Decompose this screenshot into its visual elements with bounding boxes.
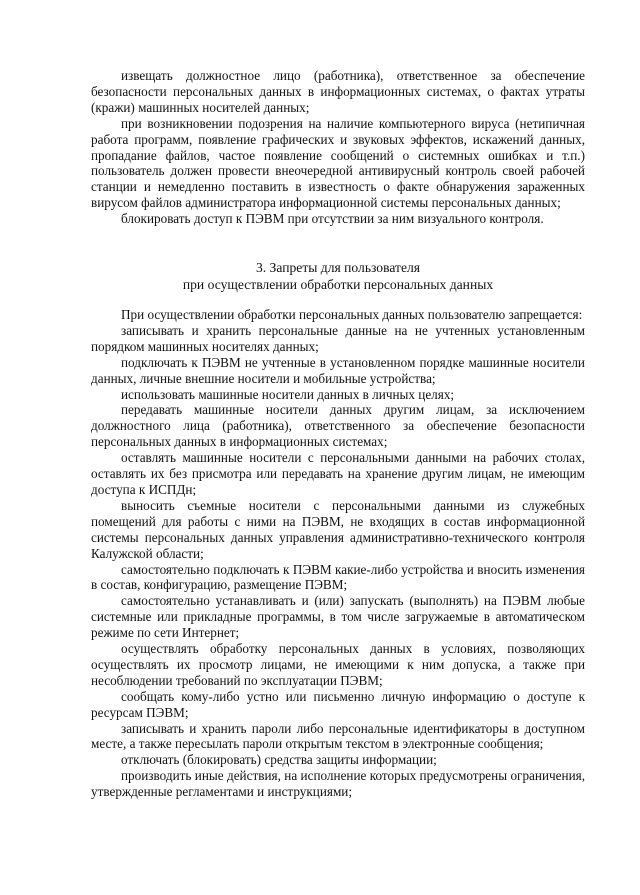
list-item: выносить съемные носители с персональными данными из служебных помещений для работы с ними на ПЭВМ, не входящих в состав информационной системы персональных данных управления административно-технического контроля Калужской области; — [91, 497, 585, 561]
text-block-top — [91, 68, 585, 227]
list-item: производить иные действия, на исполнение которых предусмотрены ограничения, утвержденные регламентами и инструкциями; — [91, 768, 585, 800]
list-item: передавать машинные носители данных другим лицам, за исключением должностного лица (работника), ответственного за обеспечение безопасности персональных данных в информационных системах; — [91, 402, 585, 450]
list-item: записывать и хранить персональные данные на не учтенных установленным порядком машинных носителях данных; — [91, 322, 585, 354]
list-item: осуществлять обработку персональных данных в условиях, позволяющих осуществлять их просмотр лицами, не имеющими к ним допуска, а также при несоблюдении требований по эксплуатации ПЭВМ; — [91, 641, 585, 688]
section-heading-line1: 3. Запреты для пользователя — [255, 260, 421, 275]
section-heading-line2: при осуществлении обработки персональных данных — [182, 276, 494, 292]
list-item: самостоятельно подключать к ПЭВМ какие-либо устройства и вносить изменения в состав, конфигурацию, размещение ПЭВМ; — [91, 561, 585, 593]
list-item: отключать (блокировать) средства защиты информации; — [121, 752, 437, 768]
list-item: подключать к ПЭВМ не учтенные в установленном порядке машинные носители данных, личные внешние носители и мобильные устройства; — [91, 354, 585, 386]
section-heading — [91, 260, 585, 293]
paragraph-intro: При осуществлении обработки персональных данных пользователю запрещается: — [121, 307, 583, 322]
list-item: оставлять машинные носители с персональными данными на рабочих столах, оставлять их без присмотра или передавать на хранение другим лицам, не имеющим доступа к ИСПДн; — [91, 450, 585, 497]
list-item: использовать машинные носители данных в личных целях; — [121, 386, 455, 402]
list-item: записывать и хранить пароли либо персональные идентификаторы в доступном месте, а также пересылать пароли открытым текстом в электронные сообщения; — [91, 720, 585, 752]
list-item: самостоятельно устанавливать и (или) запускать (выполнять) на ПЭВМ любые системные или прикладные программы, в том числе загружаемые в автоматическом режиме по сети Интернет; — [91, 593, 585, 641]
paragraph-notify-loss: извещать должностное лицо (работника), ответственное за обеспечение безопасности персональных данных в информационных системах, о фактах утраты (кражи) машинных носителей данных; — [91, 68, 585, 115]
list-item: сообщать кому-либо устно или письменно личную информацию о доступе к ресурсам ПЭВМ; — [91, 688, 585, 720]
text-block-prohibitions — [91, 307, 585, 800]
paragraph-block-access: блокировать доступ к ПЭВМ при отсутствии за ним визуального контроля. — [121, 211, 544, 227]
paragraph-virus-suspicion: при возникновении подозрения на наличие компьютерного вируса (нетипичная работа программ, появление графических и звуковых эффектов, искажений данных, пропадание файлов, частое появление сообщений о системных ошибках и т.п.) пользователь должен провести внеочередной антивирусный контроль своей рабочей станции и немедленно поставить в известность о факте обнаружения зараженных вирусом файлов администратора информационной системы персональных данных; — [91, 115, 585, 211]
